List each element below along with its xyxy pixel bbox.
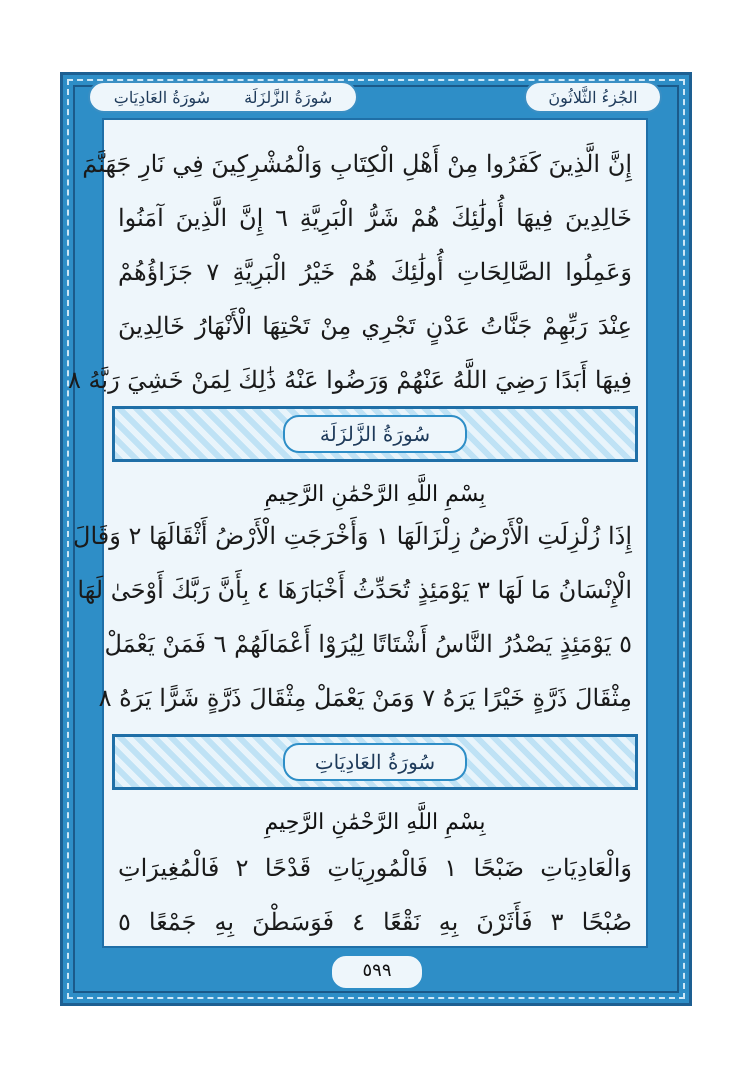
- page-header: [88, 78, 662, 116]
- verse-line: صُبْحًا ٣ فَأَثَرْنَ بِهِ نَقْعًا ٤ فَوَسَطْنَ بِهِ جَمْعًا ٥: [118, 908, 632, 936]
- header-juz: الجُزءُ الثَّلاثُونَ: [548, 87, 638, 107]
- verse-line: إِذَا زُلْزِلَتِ الْأَرْضُ زِلْزَالَهَا ١ وَأَخْرَجَتِ الْأَرْضُ أَثْقَالَهَا ٢ وَقَالَ: [73, 522, 632, 550]
- header-surah-adiyat: سُورَةُ العَادِيَاتِ: [113, 87, 211, 107]
- basmala: بِسْمِ اللَّهِ الرَّحْمَٰنِ الرَّحِيمِ: [264, 810, 486, 835]
- basmala: بِسْمِ اللَّهِ الرَّحْمَٰنِ الرَّحِيمِ: [264, 482, 486, 507]
- surah-banner-zalzalah: [112, 406, 638, 462]
- header-surah-zalzalah: سُورَةُ الزَّلزَلَة: [244, 87, 333, 107]
- verse-line: عِنْدَ رَبِّهِمْ جَنَّاتُ عَدْنٍ تَجْرِي مِنْ تَحْتِهَا الْأَنْهَارُ خَالِدِينَ: [118, 312, 632, 340]
- surah-title-zalzalah: سُورَةُ الزَّلزَلَة: [283, 415, 467, 453]
- verse-line: وَعَمِلُوا الصَّالِحَاتِ أُولَٰئِكَ هُمْ خَيْرُ الْبَرِيَّةِ ٧ جَزَاؤُهُمْ: [118, 258, 632, 286]
- verse-line: خَالِدِينَ فِيهَا أُولَٰئِكَ هُمْ شَرُّ الْبَرِيَّةِ ٦ إِنَّ الَّذِينَ آمَنُوا: [118, 204, 632, 232]
- verse-line: فِيهَا أَبَدًا رَضِيَ اللَّهُ عَنْهُمْ وَرَضُوا عَنْهُ ذَٰلِكَ لِمَنْ خَشِيَ رَبَّهُ ٨: [68, 366, 632, 394]
- verse-line: وَالْعَادِيَاتِ ضَبْحًا ١ فَالْمُورِيَاتِ قَدْحًا ٢ فَالْمُغِيرَاتِ: [118, 854, 633, 882]
- verse-line: الْإِنْسَانُ مَا لَهَا ٣ يَوْمَئِذٍ تُحَدِّثُ أَخْبَارَهَا ٤ بِأَنَّ رَبَّكَ أَوْحَىٰ لَهَا: [77, 576, 632, 604]
- surah-title-adiyat: سُورَةُ العَادِيَاتِ: [283, 743, 467, 781]
- verse-line: إِنَّ الَّذِينَ كَفَرُوا مِنْ أَهْلِ الْكِتَابِ وَالْمُشْرِكِينَ فِي نَارِ جَهَنَّمَ: [82, 150, 632, 178]
- surah-banner-adiyat: [112, 734, 638, 790]
- page-number: ٥٩٩: [330, 954, 424, 990]
- verse-line: مِثْقَالَ ذَرَّةٍ خَيْرًا يَرَهُ ٧ وَمَنْ يَعْمَلْ مِثْقَالَ ذَرَّةٍ شَرًّا يَرَهُ ٨: [98, 684, 632, 712]
- juz-header-box: [524, 81, 662, 113]
- quran-text-area: [68, 118, 648, 948]
- verse-line: ٥ يَوْمَئِذٍ يَصْدُرُ النَّاسُ أَشْتَاتًا لِيُرَوْا أَعْمَالَهُمْ ٦ فَمَنْ يَعْمَلْ: [104, 630, 632, 658]
- surah-header-box: [88, 81, 358, 113]
